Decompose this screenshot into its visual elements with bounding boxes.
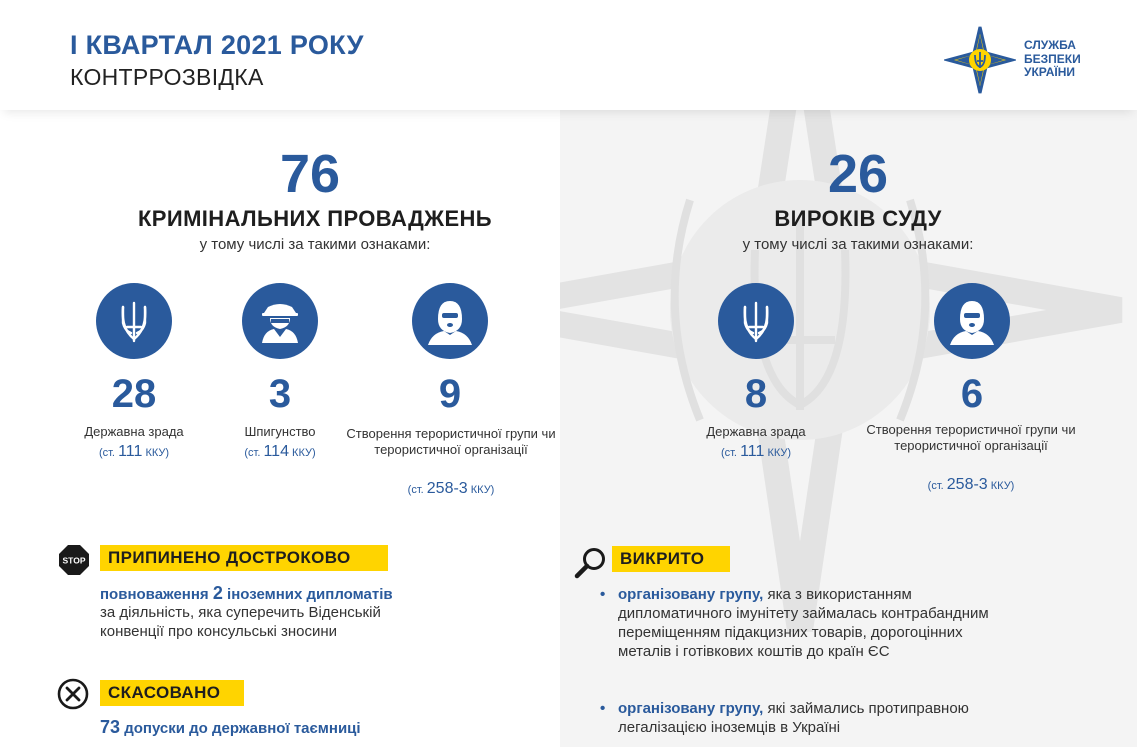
- revealed-item-1-line2: дипломатичного імунітету займалась контрабандним: [618, 605, 989, 622]
- svg-text:STOP: STOP: [62, 555, 86, 566]
- cancel-x-icon: [57, 678, 89, 710]
- page-subtitle: КОНТРРОЗВІДКА: [70, 64, 264, 90]
- court-verdicts-count: 26: [827, 144, 889, 204]
- terrorist-mask-icon: [412, 283, 488, 359]
- court-verdicts-subheading: у тому числі за такими ознаками:: [742, 236, 974, 253]
- stop-sign-icon: [58, 544, 90, 576]
- revealed-item-1-line3: переміщенням підакцизних товарів, дорогоцінних: [618, 624, 963, 641]
- court-verdicts-heading: ВИРОКІВ СУДУ: [774, 206, 942, 231]
- header: [0, 0, 1137, 110]
- stopped-line2: за діяльність, яка суперечить Віденській: [100, 604, 381, 621]
- stat-article: (ст. 258-3 ККУ): [407, 480, 495, 497]
- cancelled-tag: СКАСОВАНО: [100, 680, 244, 706]
- revealed-item-1-line1: організовану групу, яка з використанням: [618, 586, 912, 603]
- stat-article: (ст. 114 ККУ): [244, 443, 316, 460]
- stat-value: 9: [438, 372, 462, 416]
- stopped-line3: конвенції про консульські зносини: [100, 623, 338, 640]
- stopped-tag: ПРИПИНЕНО ДОСТРОКОВО: [100, 545, 388, 571]
- bullet-marker: •: [600, 700, 606, 717]
- trident-icon: [718, 283, 794, 359]
- criminal-proceedings-heading: КРИМІНАЛЬНИХ ПРОВАДЖЕНЬ: [137, 206, 493, 231]
- stat-article: (ст. 111 ККУ): [720, 443, 792, 460]
- stat-label: Шпигунство: [244, 424, 316, 439]
- trident-icon: [96, 283, 172, 359]
- stat-value: 8: [744, 372, 768, 416]
- spy-icon: [242, 283, 318, 359]
- stat-value: 3: [268, 372, 292, 416]
- revealed-tag: ВИКРИТО: [612, 546, 730, 572]
- logo-text: СЛУЖБА БЕЗПЕКИ УКРАЇНИ: [1024, 38, 1081, 79]
- revealed-item-2-line2: легалізацією іноземців в Україні: [618, 719, 841, 736]
- stat-article: (ст. 258-3 ККУ): [927, 476, 1015, 493]
- criminal-proceedings-subheading: у тому числі за такими ознаками:: [199, 236, 431, 253]
- revealed-item-1-line4: металів і готівкових коштів до країн ЄС: [618, 643, 890, 660]
- page-title: І КВАРТАЛ 2021 РОКУ: [70, 30, 364, 60]
- stat-label: Створення терористичної групи чи терористичної організації: [346, 426, 556, 457]
- stat-label: Державна зрада: [706, 424, 806, 439]
- stat-value: 28: [111, 372, 157, 416]
- stat-value: 6: [960, 372, 984, 416]
- revealed-item-2-line1: організовану групу, які займались протиправною: [618, 700, 969, 717]
- sbu-emblem-icon: [944, 25, 1016, 95]
- stat-article: (ст. 111 ККУ): [98, 443, 170, 460]
- criminal-proceedings-count: 76: [279, 144, 341, 204]
- cancelled-text: 73 допуски до державної таємниці: [100, 717, 361, 737]
- stopped-line1: повноваження 2 іноземних дипломатів: [100, 583, 393, 603]
- stat-label: Державна зрада: [84, 424, 184, 439]
- terrorist-mask-icon: [934, 283, 1010, 359]
- bullet-marker: •: [600, 586, 606, 603]
- sbu-logo: [944, 25, 1089, 95]
- stat-label: Створення терористичної групи чи терористичної організації: [866, 422, 1076, 453]
- magnifier-icon: [574, 546, 608, 580]
